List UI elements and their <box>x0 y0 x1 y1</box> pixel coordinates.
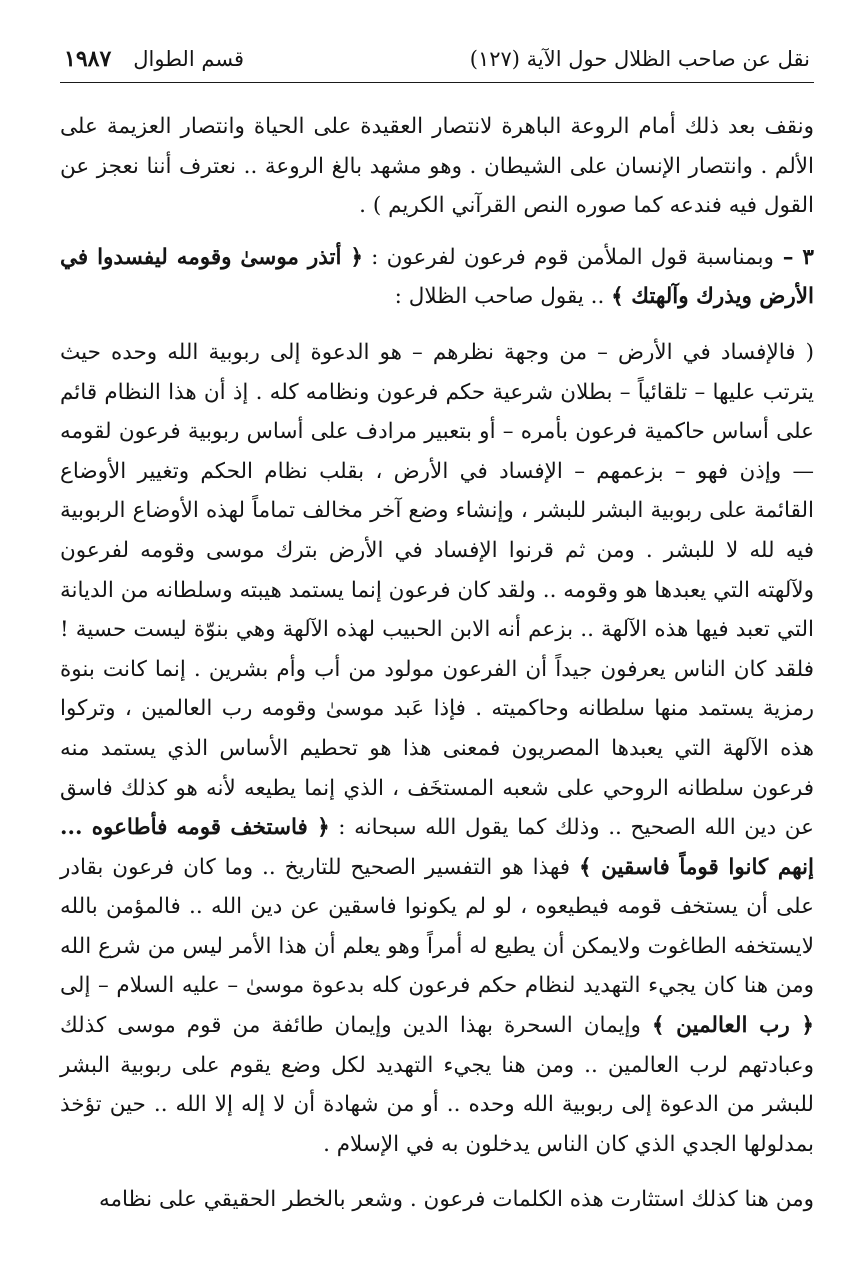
page-number: ١٩٨٧ <box>64 46 112 72</box>
quran-verse: ﴿ أتذر موسىٰ وقومه ليفسدوا في الأرض ويذرك وآلهتك ﴾ <box>60 244 814 310</box>
quotation-part-3: وإيمان السحرة بهذا الدين وإيمان طائفة من قوم موسى كذلك وعبادتهم لرب العالمين .. ومن هنا يجيء التهديد لكل وضع يقوم على ربوبية البشر للبشر من الدعوة إلى ربوبية الله وحده .. أو من شهادة أن لا إله إلا الله .. حين تؤخذ بمدلولها الجدي الذي كان الناس يدخلون به في الإسلام . <box>60 1013 814 1157</box>
quran-verse: ﴿ رب العالمين ﴾ <box>651 1013 814 1039</box>
page-body <box>60 107 814 1220</box>
paragraph-three <box>60 238 814 317</box>
header-left-group <box>64 44 244 74</box>
zilal-quotation <box>60 333 814 1164</box>
paragraph-three-tail: .. يقول صاحب الظلال : <box>394 284 612 310</box>
paragraph-intro: ونقف بعد ذلك أمام الروعة الباهرة لانتصار العقيدة على الحياة وانتصار العزيمة على الألم . وانتصار الإنسان على الشيطان . وهو مشهد بالغ الروعة .. نعترف أننا نعجز عن القول فيه فندعه كما صوره النص القرآني الكريم ) . <box>60 114 814 219</box>
running-header <box>60 44 814 83</box>
item-number: ٣ – <box>773 244 814 270</box>
quotation-part-1: ( فالإفساد في الأرض – من وجهة نظرهم – هو الدعوة إلى ربوبية الله وحده حيث يترتب عليها – تلقائياً – بطلان شرعية حكم فرعون ونظامه كله . إذ أن هذا النظام قائم على أساس حاكمية فرعون بأمره – أو بتعبير مرادف على أساس ربوبية فرعون لقومه — وإذن فهو – بزعمهم – الإفساد في الأرض ، بقلب نظام الحكم وتغيير الأوضاع القائمة على ربوبية البشر للبشر ، وإنشاء وضع آخر مخالف تماماً لهذه الأوضاع الربوبية فيه لله لا للبشر . ومن ثم قرنوا الإفساد في الأرض بترك موسى وقومه لفرعون ولآلهته التي يعبدها هو وقومه .. ولقد كان فرعون إنما يستمد هيبته وسلطانه من الديانة التي تعبد فيها هذه الآلهة .. بزعم أنه الابن الحبيب لهذه الآلهة وهي بنوّة ليست حسية ! فلقد كان الناس يعرفون جيداً أن الفرعون مولود من أب وأم بشرين . إنما كانت بنوة رمزية يستمد منها سلطانه وحاكميته . فإذا عَبد موسىٰ وقومه رب العالمين ، وتركوا هذه الآلهة التي يعبدها المصريون فمعنى هذا هو تحطيم الأساس الذي يستمد منه فرعون سلطانه الروحي على شعبه المستخَف ، الذي إنما يطيعه لأنه هو كذلك فاسق عن دين الله الصحيح .. وذلك كما يقول الله سبحانه : <box>60 339 814 841</box>
section-title: قسم الطوال <box>133 47 245 71</box>
paragraph-three-lead: وبمناسبة قول الملأمن قوم فرعون لفرعون : <box>362 244 774 270</box>
quotation-part-2: فهذا هو التفسير الصحيح للتاريخ .. وما كان فرعون بقادر على أن يستخف قومه فيطيعوه ، لو لم يكونوا فاسقين عن دين الله .. فالمؤمن بالله لايستخفه الطاغوت ولايمكن أن يطيع له أمراً وهو يعلم أن هذا الأمر ليس من شرع الله ومن هنا كان يجيء التهديد لنظام حكم فرعون كله بدعوة موسىٰ – عليه السلام – إلى <box>60 854 814 999</box>
paragraph-closing: ومن هنا كذلك استثارت هذه الكلمات فرعون . وشعر بالخطر الحقيقي على نظامه <box>98 1187 814 1213</box>
quran-verse: ﴿ فاستخف قومه فأطاعوه ... إنهم كانوا قوماً فاسقين ﴾ <box>60 815 814 880</box>
chapter-title: نقل عن صاحب الظلال حول الآية (١٢٧) <box>469 47 810 71</box>
book-page <box>60 44 814 1232</box>
